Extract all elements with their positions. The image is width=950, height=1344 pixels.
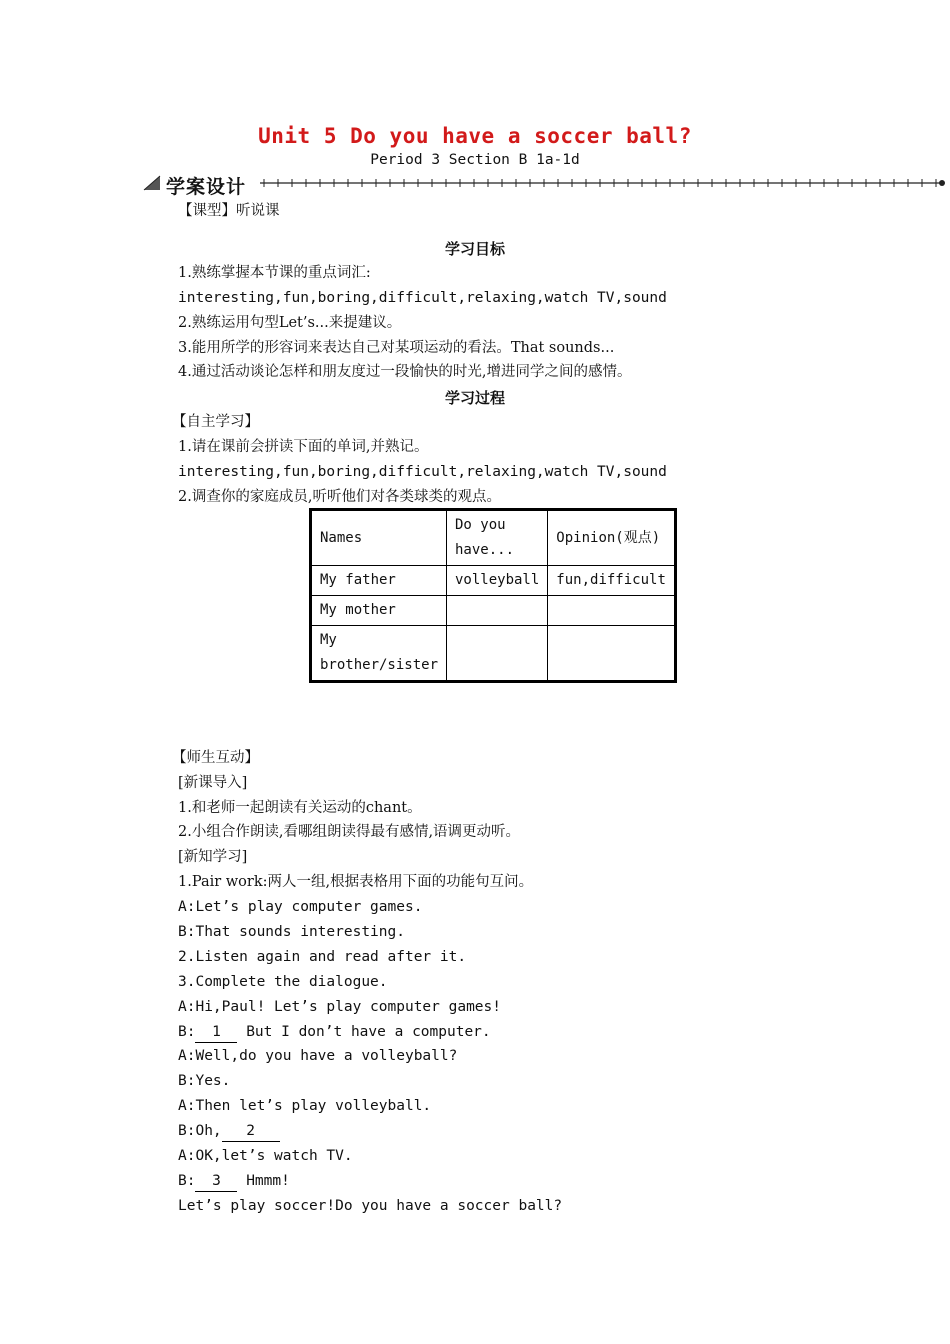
intro-item: 2.小组合作朗读,看哪组朗读得最有感情,语调更动听。 bbox=[178, 824, 521, 840]
table-cell: My father bbox=[311, 566, 447, 596]
dialogue-line: A:Well,do you have a volleyball? bbox=[178, 1048, 458, 1064]
banner-decoration-icon bbox=[142, 170, 947, 198]
table-row bbox=[311, 596, 676, 626]
lesson-type: 【课型】听说课 bbox=[178, 203, 280, 219]
dialogue-line: A:OK,let’s watch TV. bbox=[178, 1148, 353, 1164]
new-learning-item: 2.Listen again and read after it. bbox=[178, 949, 467, 965]
table-cell[interactable] bbox=[548, 626, 676, 682]
banner-label: 学案设计 bbox=[166, 176, 247, 198]
process-heading: 学习过程 bbox=[444, 389, 505, 407]
dialogue-text: Hmmm! bbox=[237, 1173, 290, 1189]
table-row bbox=[311, 566, 676, 596]
objective-item: interesting,fun,boring,difficult,relaxing,watch TV,sound bbox=[178, 290, 667, 306]
table-cell: fun,difficult bbox=[548, 566, 676, 596]
table-cell: volleyball bbox=[447, 566, 548, 596]
table-cell: My mother bbox=[311, 596, 447, 626]
objective-item: 3.能用所学的形容词来表达自己对某项运动的看法。That sounds... bbox=[178, 340, 615, 356]
dialogue-line bbox=[178, 1171, 290, 1192]
self-study-item: 1.请在课前会拼读下面的单词,并熟记。 bbox=[178, 439, 429, 455]
dialogue-line: A:Then let’s play volleyball. bbox=[178, 1098, 432, 1114]
speaker-label: B: bbox=[178, 1024, 196, 1040]
dialogue-line: A:Hi,Paul! Let’s play computer games! bbox=[178, 999, 502, 1015]
dialogue-line: Let’s play soccer!Do you have a soccer ball? bbox=[178, 1198, 563, 1214]
self-study-item: interesting,fun,boring,difficult,relaxing,watch TV,sound bbox=[178, 464, 667, 480]
new-learning-item: 3.Complete the dialogue. bbox=[178, 974, 388, 990]
objective-item: 4.通过活动谈论怎样和朋友度过一段愉快的时光,增进同学之间的感情。 bbox=[178, 364, 632, 380]
table-header-row bbox=[311, 510, 676, 566]
table-header-cell: Opinion(观点) bbox=[548, 510, 676, 566]
answer-blank-3[interactable]: 3 bbox=[195, 1171, 237, 1192]
objective-item: 2.熟练运用句型Let’s...来提建议。 bbox=[178, 315, 402, 331]
interaction-label: 【师生互动】 bbox=[172, 750, 259, 766]
intro-label: [新课导入] bbox=[178, 775, 248, 791]
table-header-cell: Names bbox=[311, 510, 447, 566]
self-study-label: 【自主学习】 bbox=[172, 414, 259, 430]
self-study-item: 2.调查你的家庭成员,听听他们对各类球类的观点。 bbox=[178, 489, 501, 505]
new-learning-label: [新知学习] bbox=[178, 849, 248, 865]
objectives-heading: 学习目标 bbox=[444, 240, 505, 258]
dialogue-line bbox=[178, 1022, 491, 1043]
objective-item: 1.熟练掌握本节课的重点词汇: bbox=[178, 265, 371, 281]
dialogue-line bbox=[178, 1121, 280, 1142]
section-banner bbox=[142, 170, 947, 198]
dialogue-text: B:Oh, bbox=[178, 1123, 222, 1139]
table-row bbox=[311, 626, 676, 682]
answer-blank-1[interactable]: 1 bbox=[195, 1022, 237, 1043]
table-header-cell: Do you have... bbox=[447, 510, 548, 566]
speaker-label: B: bbox=[178, 1173, 196, 1189]
dialogue-line: A:Let’s play computer games. bbox=[178, 899, 423, 915]
dialogue-line: B:Yes. bbox=[178, 1073, 231, 1089]
intro-item: 1.和老师一起朗读有关运动的chant。 bbox=[178, 800, 422, 816]
dialogue-text: But I don’t have a computer. bbox=[237, 1024, 491, 1040]
table-cell[interactable] bbox=[447, 626, 548, 682]
table-cell[interactable] bbox=[548, 596, 676, 626]
dialogue-line: B:That sounds interesting. bbox=[178, 924, 405, 940]
table-cell[interactable] bbox=[447, 596, 548, 626]
answer-blank-2[interactable]: 2 bbox=[222, 1121, 280, 1142]
table-cell: My brother/sister bbox=[311, 626, 447, 682]
survey-table bbox=[309, 508, 677, 683]
new-learning-item: 1.Pair work:两人一组,根据表格用下面的功能句互问。 bbox=[178, 874, 534, 890]
document-subtitle: Period 3 Section B 1a-1d bbox=[370, 152, 580, 168]
document-title: Unit 5 Do you have a soccer ball? bbox=[258, 124, 692, 148]
